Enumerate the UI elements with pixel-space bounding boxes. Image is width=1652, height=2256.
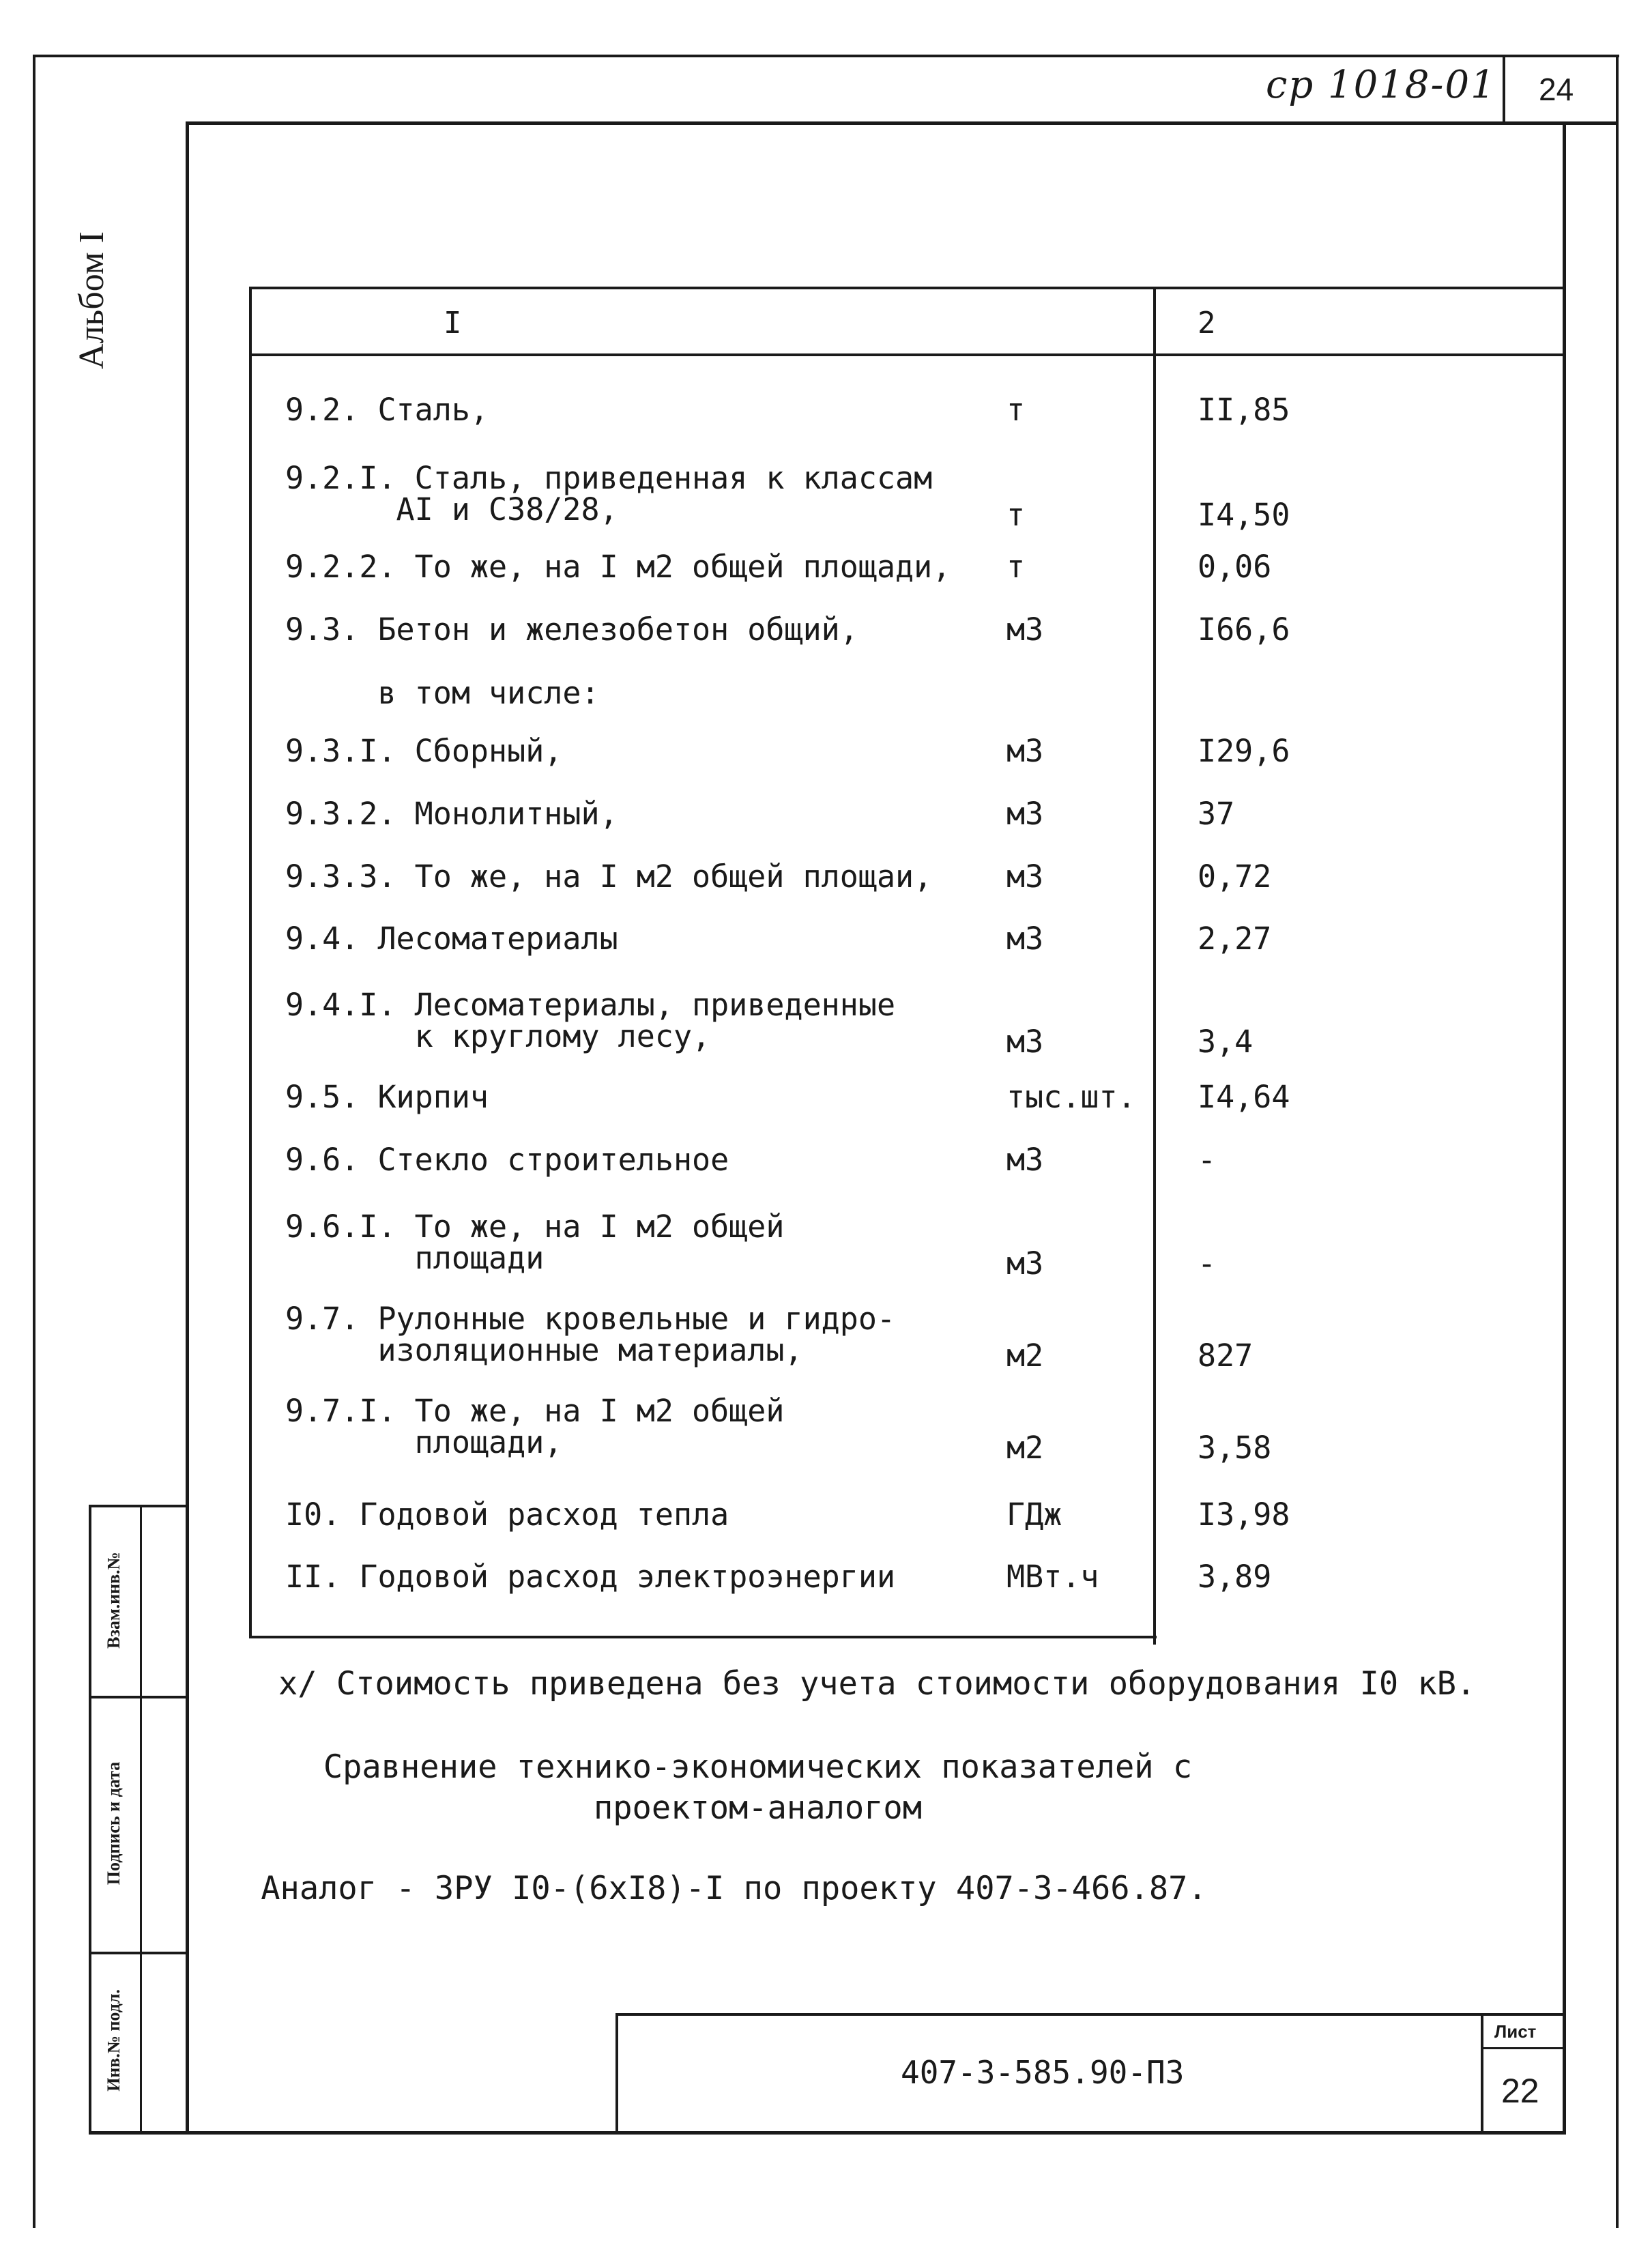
row-value: 3,89 [1198, 1559, 1272, 1595]
row-value: 3,4 [1198, 1024, 1254, 1060]
table-header-col-1: I [444, 306, 462, 341]
stamp-label-signature: Подпись и дата [104, 1761, 124, 1885]
row-name: 9.3.I. Сборный, [285, 733, 563, 769]
row-value: I4,50 [1198, 497, 1290, 533]
row-name: 9.2. Сталь, [285, 392, 489, 428]
album-label: Альбом I [72, 231, 111, 369]
row-unit: МВт.ч [1006, 1559, 1099, 1595]
row-value: 0,72 [1198, 858, 1272, 895]
inner-frame-right [1563, 121, 1566, 2135]
inner-frame-left [186, 121, 189, 2135]
row-name: 9.2.2. То же, на I м2 общей площади, [285, 549, 951, 585]
row-unit: м3 [1006, 611, 1044, 648]
stamp-divider-1 [89, 1505, 189, 1507]
row-unit: м3 [1006, 858, 1044, 895]
sheet-label: Лист [1494, 2021, 1537, 2042]
sheet-number: 22 [1501, 2072, 1539, 2110]
stamp-label-replace: Взам.инв.№ [104, 1552, 124, 1649]
row-value: I66,6 [1198, 611, 1290, 648]
row-name: 9.7.I. То же, на I м2 общей площади, [285, 1393, 785, 1460]
comparison-heading [0, 1747, 1584, 1829]
handwritten-code: cp 1018-01 [1266, 63, 1496, 107]
row-unit: м2 [1006, 1430, 1044, 1466]
row-name: 9.6.I. То же, на I м2 общей площади [285, 1209, 785, 1276]
row-value: 3,58 [1198, 1430, 1272, 1466]
comparison-line-2: проектом-аналогом [593, 1789, 923, 1827]
row-value: I29,6 [1198, 733, 1290, 769]
row-unit: м2 [1006, 1337, 1044, 1374]
outer-frame-right [1616, 55, 1619, 2228]
row-value: 0,06 [1198, 549, 1272, 585]
page-number-box-left [1503, 55, 1505, 123]
row-value: 827 [1198, 1337, 1254, 1374]
stamp-divider-3 [89, 1952, 189, 1954]
row-name: 9.3.3. То же, на I м2 общей площаи, [285, 858, 933, 895]
document-code: 407-3-585.90-ПЗ [901, 2054, 1185, 2091]
analog-line: Аналог - ЗРУ I0-(6xI8)-I по проекту 407-3-466.87. [261, 1870, 1207, 1907]
row-unit: ГДж [1006, 1496, 1062, 1533]
row-value: I3,98 [1198, 1496, 1290, 1533]
row-unit: м3 [1006, 796, 1044, 832]
row-unit: м3 [1006, 1142, 1044, 1178]
row-name: 9.3. Бетон и железобетон общий, [285, 611, 858, 648]
row-unit: т [1006, 497, 1026, 533]
outer-frame-top [33, 55, 1619, 57]
row-unit: тыс.шт. [1006, 1079, 1136, 1115]
row-name: в том числе: [285, 675, 600, 711]
row-unit: м3 [1006, 921, 1044, 957]
row-name: 9.7. Рулонные кровельные и гидро- изоляционные материалы, [285, 1301, 896, 1368]
title-block-top [615, 2013, 1564, 2016]
row-value: - [1198, 1245, 1217, 1282]
footnote: x/ Стоимость приведена без учета стоимости оборудования I0 кВ. [278, 1665, 1476, 1703]
table-left-border [249, 287, 252, 1638]
table-top-border [249, 287, 1563, 289]
stamp-label-inventory: Инв.№ подл. [104, 1989, 124, 2092]
table-header-col-2: 2 [1198, 306, 1216, 341]
row-value: II,85 [1198, 392, 1290, 428]
title-block-sheet-divider [1481, 2013, 1483, 2135]
row-value: I4,64 [1198, 1079, 1290, 1115]
row-name: 9.5. Кирпич [285, 1079, 489, 1115]
row-name: 9.4. Лесоматериалы [285, 921, 618, 957]
stamp-divider-2 [89, 1696, 189, 1698]
row-value: 2,27 [1198, 921, 1272, 957]
table-bottom-border [249, 1636, 1157, 1638]
row-unit: м3 [1006, 733, 1044, 769]
row-name: 9.6. Стекло строительное [285, 1142, 729, 1178]
table-column-divider [1153, 287, 1156, 1645]
row-unit: т [1006, 392, 1026, 428]
row-unit: м3 [1006, 1245, 1044, 1282]
row-value: 37 [1198, 796, 1235, 832]
page-number: 24 [1539, 72, 1574, 107]
row-unit: м3 [1006, 1024, 1044, 1060]
row-name: I0. Годовой расход тепла [285, 1496, 729, 1533]
row-name: 9.3.2. Монолитный, [285, 796, 618, 832]
table-header-border [249, 353, 1563, 356]
row-unit: т [1006, 549, 1026, 585]
row-value: - [1198, 1142, 1217, 1178]
row-name: II. Годовой расход электроэнергии [285, 1559, 896, 1595]
title-block-left [615, 2013, 618, 2135]
row-name: 9.4.I. Лесоматериалы, приведенные к круглому лесу, [285, 987, 896, 1054]
comparison-line-1: Сравнение технико-экономических показателей с [323, 1748, 1193, 1786]
inner-frame-bottom [89, 2131, 1566, 2135]
title-block-sheet-label-border [1481, 2047, 1564, 2049]
inner-frame-top [186, 121, 1619, 125]
row-name: 9.2.I. Сталь, приведенная к классам AI и С38/28, [285, 460, 933, 527]
